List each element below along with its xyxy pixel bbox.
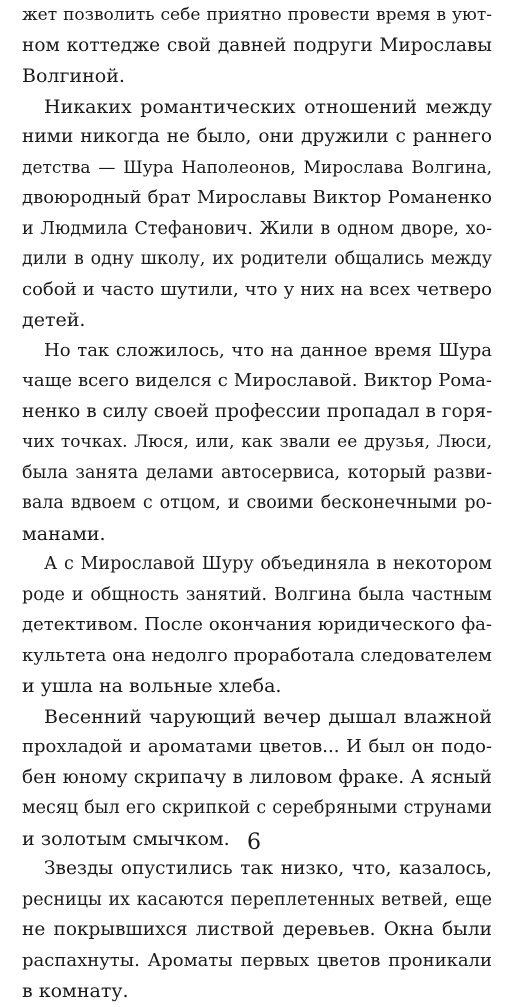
text-line: детективом. После окончания юридического фа- [22, 614, 492, 635]
text-line: ненко в силу своей профессии пропадал в горя- [22, 400, 493, 422]
text-line: ном коттедже свой давней подруги Мирославы [22, 34, 492, 56]
text-line: манами. [22, 522, 106, 545]
text-line: вала вдвоем с отцом, и своими бесконечными ро- [22, 493, 492, 513]
text-line: роде и общность занятий. Волгина была частным [22, 584, 492, 605]
text-line: чаще всего виделся с Мирославой. Виктор Рома- [22, 370, 492, 391]
text-line: и Людмила Стефанович. Жили в одном дворе, хо- [22, 218, 492, 239]
text-line: собой и часто шутили, что у них на всех четверо [22, 278, 492, 300]
page-number: 6 [247, 830, 261, 855]
text-line: была занята делами автосервиса, который разви- [22, 462, 492, 483]
text-line: ресницы их касаются переплетенных ветвей, еще [22, 889, 492, 910]
text-line: детства — Шура Наполеонов, Мирослава Волгина, [22, 157, 492, 178]
text-line: прохладой и ароматами цветов... И был он подо- [22, 736, 492, 757]
text-line: ними никогда не было, они дружили с раннего [22, 126, 492, 147]
text-line: Волгиной. [22, 65, 125, 87]
text-line: не покрывшихся листвой деревьев. Окна были [22, 919, 492, 940]
text-line: и ушла на вольные хлеба. [22, 675, 282, 697]
text-line: распахнуты. Ароматы первых цветов проникали [22, 949, 492, 971]
text-line: Никаких романтических отношений между [44, 95, 492, 118]
text-line: бен юному скрипачу в лиловом фраке. А ясный [22, 766, 492, 788]
text-line: месяц был его скрипкой с серебряными струнами [22, 798, 492, 818]
text-line: Весенний чарующий вечер дышал влажной [44, 705, 492, 728]
text-line: чих точках. Люся, или, как звали ее друзья, Люси, [22, 432, 492, 452]
text-line: двоюродный брат Мирославы Виктор Романенко [22, 187, 492, 208]
text-line: детей. [22, 309, 86, 331]
text-line: жет позволить себе приятно провести время в уют- [22, 5, 492, 25]
text-line: дили в одну школу, их родители общались между [22, 249, 492, 269]
text-line: в комнату. [22, 980, 129, 1002]
text-line: Но так сложилось, что на данное время Шура [44, 339, 492, 361]
text-line: и золотым смычком. [22, 827, 230, 850]
text-line: А с Мирославой Шуру объединяла в некотором [44, 554, 492, 574]
text-line: Звезды опустились так низко, что, казалось, [44, 858, 492, 879]
text-line: культета она недолго проработала следователем [22, 644, 492, 666]
